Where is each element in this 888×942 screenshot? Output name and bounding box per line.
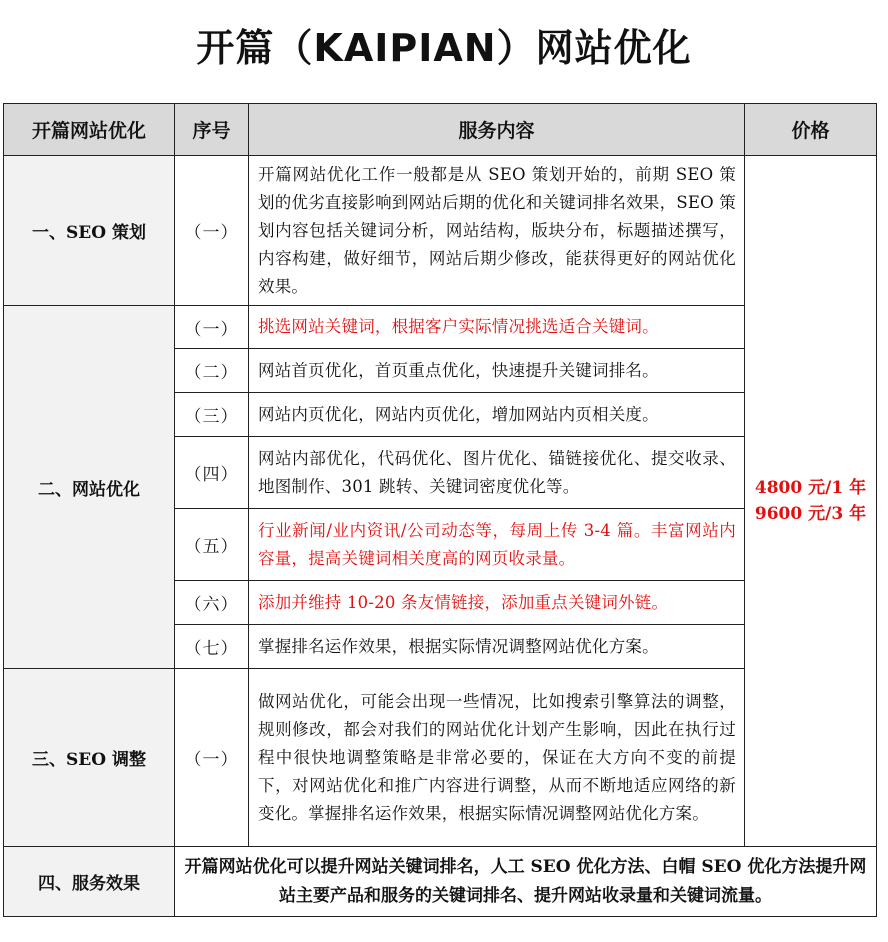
- service-price-table: [3, 103, 877, 917]
- header-category: 开篇网站优化: [4, 104, 175, 156]
- page-title: 开篇（KAIPIAN）网站优化: [196, 26, 692, 70]
- seq-cell: （三）: [175, 393, 249, 437]
- seq-cell: （二）: [175, 349, 249, 393]
- category-website-optimization: 二、网站优化: [4, 306, 175, 669]
- header-seq: 序号: [175, 104, 249, 156]
- content-cell: 开篇网站优化工作一般都是从 SEO 策划开始的，前期 SEO 策划的优劣直接影响到网站后期的优化和关键词排名效果，SEO 策划内容包括关键词分析，网站结构，版块分布，标题描述撰写，内容构建，做好细节，网站后期少修改，能获得更好的网站优化效果。: [249, 156, 745, 306]
- seq-cell: （七）: [175, 625, 249, 669]
- table-header-row: [4, 104, 877, 156]
- table-row: [4, 156, 877, 306]
- category-seo-planning: 一、SEO 策划: [4, 156, 175, 306]
- seq-cell: （一）: [175, 306, 249, 349]
- content-cell: 掌握排名运作效果，根据实际情况调整网站优化方案。: [249, 625, 745, 669]
- header-price: 价格: [745, 104, 877, 156]
- category-seo-adjustment: 三、SEO 调整: [4, 669, 175, 847]
- content-cell: 网站首页优化，首页重点优化，快速提升关键词排名。: [249, 349, 745, 393]
- content-cell: 网站内部优化，代码优化、图片优化、锚链接优化、提交收录、地图制作、301 跳转、关键词密度优化等。: [249, 437, 745, 509]
- seq-cell: （一）: [175, 156, 249, 306]
- content-cell: 行业新闻/业内资讯/公司动态等，每周上传 3-4 篇。丰富网站内容量，提高关键词相关度高的网页收录量。: [249, 509, 745, 581]
- category-service-effect: 四、服务效果: [4, 847, 175, 917]
- header-content: 服务内容: [249, 104, 745, 156]
- seq-cell: （五）: [175, 509, 249, 581]
- content-cell: 添加并维持 10-20 条友情链接，添加重点关键词外链。: [249, 581, 745, 625]
- content-cell: 做网站优化，可能会出现一些情况，比如搜索引擎算法的调整，规则修改，都会对我们的网站优化计划产生影响，因此在执行过程中很快地调整策略是非常必要的，保证在大方向不变的前提下，对网站优化和推广内容进行调整，从而不断地适应网络的新变化。掌握排名运作效果，根据实际情况调整网站优化方案。: [249, 669, 745, 847]
- seq-cell: （四）: [175, 437, 249, 509]
- table-row: [4, 847, 877, 917]
- content-cell: 挑选网站关键词，根据客户实际情况挑选适合关键词。: [249, 306, 745, 349]
- price-cell: [745, 156, 877, 847]
- content-cell: 网站内页优化，网站内页优化，增加网站内页相关度。: [249, 393, 745, 437]
- seq-cell: （一）: [175, 669, 249, 847]
- seq-cell: （六）: [175, 581, 249, 625]
- effect-cell: 开篇网站优化可以提升网站关键词排名，人工 SEO 优化方法、白帽 SEO 优化方法提升网站主要产品和服务的关键词排名、提升网站收录量和关键词流量。: [175, 847, 877, 917]
- price-3-year: 9600 元/3 年: [754, 504, 867, 524]
- price-1-year: 4800 元/1 年: [754, 478, 867, 498]
